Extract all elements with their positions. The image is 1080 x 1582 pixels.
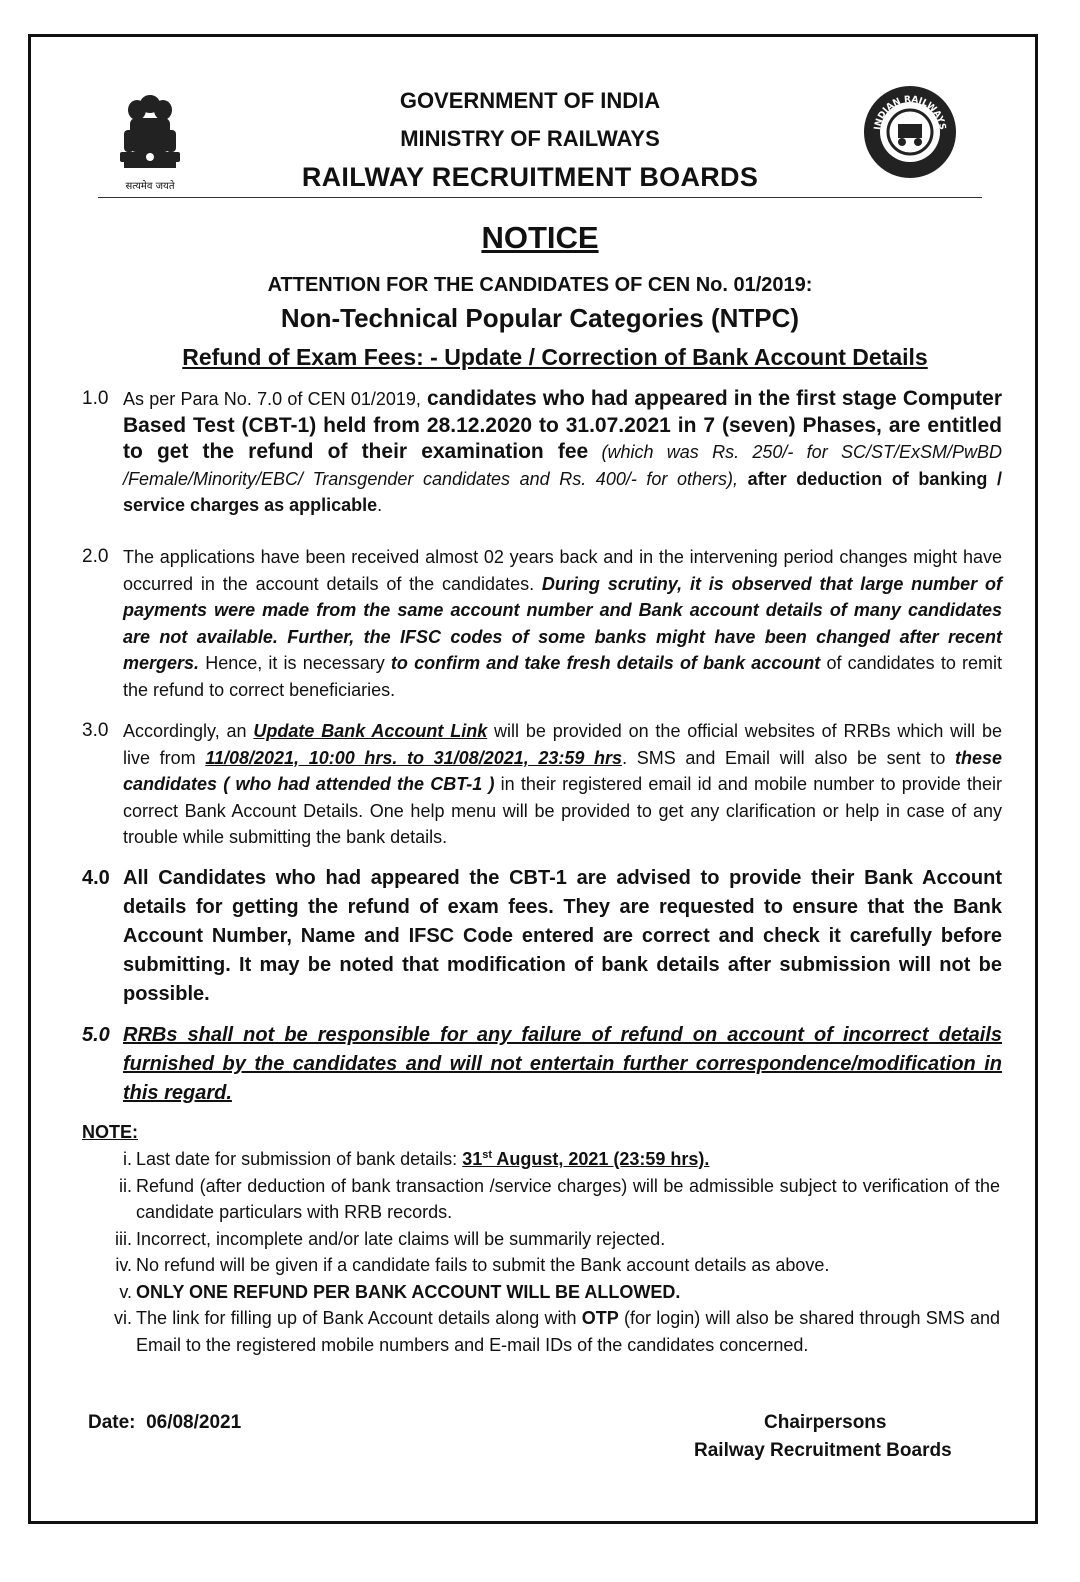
note-item [82,1173,1000,1226]
note-text: No refund will be given if a candidate fails to submit the Bank account details as above. [136,1255,830,1275]
category-title: Non-Technical Popular Categories (NTPC) [280,303,800,333]
p2-text-e: of candidates to remit the refund to correct beneficiaries. [123,653,1003,700]
note-number: v. [119,1281,132,1302]
update-bank-account-link-text: Update Bank Account Link [253,721,488,741]
note-text: Refund (after deduction of bank transaction /service charges) will be admissible subject to verification of the candidate particulars with RRB records. [136,1175,1000,1222]
p1-text-b: candidates who had appeared in the first stage Computer [420,387,1002,410]
p2-text-b: During scrutiny, it is observed that large number of payments were made from the same account number and Bank account details of many candidates are not available. Further, the IFSC codes of some banks might have been changed after recent mergers. [123,573,1002,673]
p3-date-range: 11/08/2021, 10:00 hrs. to 31/08/2021, 23:59 hrs [205,747,623,768]
note-text: ONLY ONE REFUND PER BANK ACCOUNT WILL BE ALLOWED. [136,1281,681,1302]
p3-text-e: . SMS and Email will also be sent to [622,747,955,768]
note-date-suffix: st [482,1149,492,1161]
p2-text-d: to confirm and take fresh details of bank account [390,653,821,673]
paragraph-1 [82,386,1002,519]
date-value: 06/08/2021 [146,1412,242,1433]
signatory-organisation: Railway Recruitment Boards [694,1440,952,1461]
notice-title: NOTICE [481,220,599,255]
p5-text: RRBs shall not be responsible for any failure of refund on account of incorrect details furnished by the candidates and will not entertain further correspondence/modification in this regard. [123,1024,1002,1104]
note-text: The link for filling up of Bank Account details along with [136,1308,582,1328]
date-label: Date: [88,1412,136,1433]
paragraph-3 [82,718,1002,851]
note-number: iv. [115,1255,132,1275]
attention-line: ATTENTION FOR THE CANDIDATES OF CEN No. 01/2019: [267,274,813,296]
p3-text-g: in their registered email id and mobile number to provide their correct Bank Account Details. One help menu will be provided to get any clarification or help in case of any trouble while submitting the bank details. [123,774,1002,847]
note-text: (for login) will also be shared through SMS and Email to the registered mobile numbers and E-mail IDs of the candidates concerned. [136,1308,1000,1355]
header-rrb: RAILWAY RECRUITMENT BOARDS [301,162,759,192]
p1-text-d: held from 28.12.2020 to 31.07.2021 in 7 (seven) Phases, are entitled to get the refund of their examination fee [123,413,1002,463]
notice-subject: Refund of Exam Fees: - Update / Correction of Bank Account Details [182,344,928,370]
note-item [82,1146,1000,1173]
p3-text-c: will be provided on the official websites of RRBs which will be live from [123,721,1003,768]
note-otp: OTP [581,1308,619,1328]
paragraph-number: 3.0 [82,720,109,741]
indian-railways-seal-icon [862,84,958,180]
notice-date [88,1412,241,1434]
note-heading: NOTE: [82,1122,138,1142]
note-list [82,1146,1000,1358]
p1-text-g: . [377,495,383,515]
seal-text: INDIAN RAILWAYS [873,94,948,131]
note-number: ii. [119,1175,132,1196]
p1-text-e: (which was Rs. 250/- for SC/ST/ExSM/PwBD /Female/Minority/EBC/ Transgender candidates and Rs. 400/- for others), [123,442,1002,489]
note-text: Last date for submission of bank details: [136,1149,463,1169]
p1-text-c: Based Test (CBT-1) [123,413,317,437]
note-date-day: 31 [462,1149,483,1169]
note-item [82,1226,1000,1253]
paragraph-5 [82,1021,1002,1108]
paragraph-number: 4.0 [82,867,110,889]
p3-text-a: Accordingly, an [123,721,254,741]
p2-text-a: The applications have been received almost 02 years back and in the intervening period changes might have occurred in the account details of the candidates. [123,547,1002,594]
note-item [82,1279,1000,1306]
paragraph-number: 2.0 [82,546,109,567]
note-item [82,1252,1000,1279]
p4-text: All Candidates who had appeared the CBT-1 are advised to provide their Bank Account details for getting the refund of exam fees. They are requested to ensure that the Bank Account Number, Name and IFSC Code entered are correct and check it carefully before submitting. It may be noted that modification of bank details after submission will not be possible. [123,867,1002,1005]
header-ministry: MINISTRY OF RAILWAYS [400,126,660,151]
paragraph-2 [82,544,1002,703]
header-government: GOVERNMENT OF INDIA [399,88,661,113]
note-number: iii. [115,1228,132,1249]
signatory-title: Chairpersons [764,1412,887,1433]
note-text: Incorrect, incomplete and/or late claims will be summarily rejected. [136,1228,666,1249]
paragraph-number: 1.0 [82,388,109,409]
paragraph-number: 5.0 [82,1024,110,1046]
note-number: vi. [114,1308,132,1328]
paragraph-4 [82,864,1002,1009]
p2-text-c: Hence, it is necessary [199,653,391,673]
emblem-motto: सत्यमेव जयते [125,181,175,192]
note-item [82,1305,1000,1358]
p1-text-f: after deduction of banking / service charges as applicable [123,468,1002,515]
note-date-rest: August, 2021 (23:59 hrs). [492,1149,710,1169]
p3-text-f: these candidates ( who had attended the CBT-1 ) [123,747,1002,794]
note-number: i. [123,1149,132,1169]
header-rule [98,197,982,198]
p1-text-a: As per Para No. 7.0 of CEN 01/2019, [123,389,421,409]
